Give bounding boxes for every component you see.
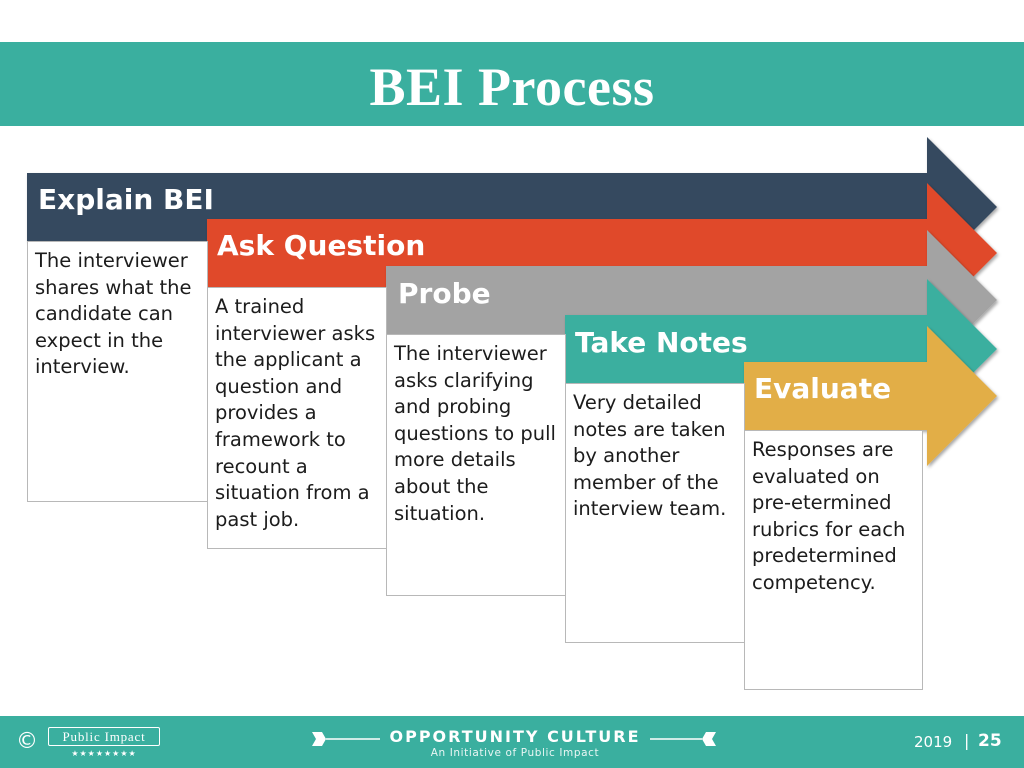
step-description: A trained interviewer asks the applicant a question and provides a framework to recount a situation from a past job.	[215, 295, 376, 531]
step-card-take-notes	[565, 383, 745, 643]
public-impact-logo: Public Impact	[48, 727, 160, 746]
footer-separator: |	[964, 731, 970, 750]
step-description: The interviewer asks clarifying and probing questions to pull more details about the situation.	[394, 342, 556, 525]
page-number: 25	[978, 731, 1002, 751]
step-description: The interviewer shares what the candidate can expect in the interview.	[35, 249, 192, 379]
step-label-ask-question: Ask Question	[217, 229, 426, 262]
step-card-ask-question	[207, 287, 387, 549]
footer-year: 2019	[914, 733, 953, 751]
copyright-symbol: ©	[16, 729, 38, 754]
opportunity-culture-logo: OPPORTUNITY CULTURE	[389, 727, 641, 746]
brand-subtitle: An Initiative of Public Impact	[430, 747, 600, 759]
step-card-explain-bei	[27, 241, 208, 502]
step-description: Very detailed notes are taken by another member of the interview team.	[573, 391, 727, 521]
footer-band	[0, 716, 1024, 768]
slide-title: BEI Process	[369, 57, 655, 117]
step-label-probe: Probe	[398, 277, 491, 310]
step-label-explain-bei: Explain BEI	[38, 183, 214, 216]
step-card-probe	[386, 334, 566, 596]
logo-stars: ★★★★★★★★	[71, 749, 137, 758]
step-card-evaluate	[744, 430, 923, 690]
step-description: Responses are evaluated on pre-etermined rubrics for each predetermined competency.	[752, 438, 906, 594]
step-label-evaluate: Evaluate	[754, 372, 892, 405]
step-label-take-notes: Take Notes	[575, 326, 748, 359]
